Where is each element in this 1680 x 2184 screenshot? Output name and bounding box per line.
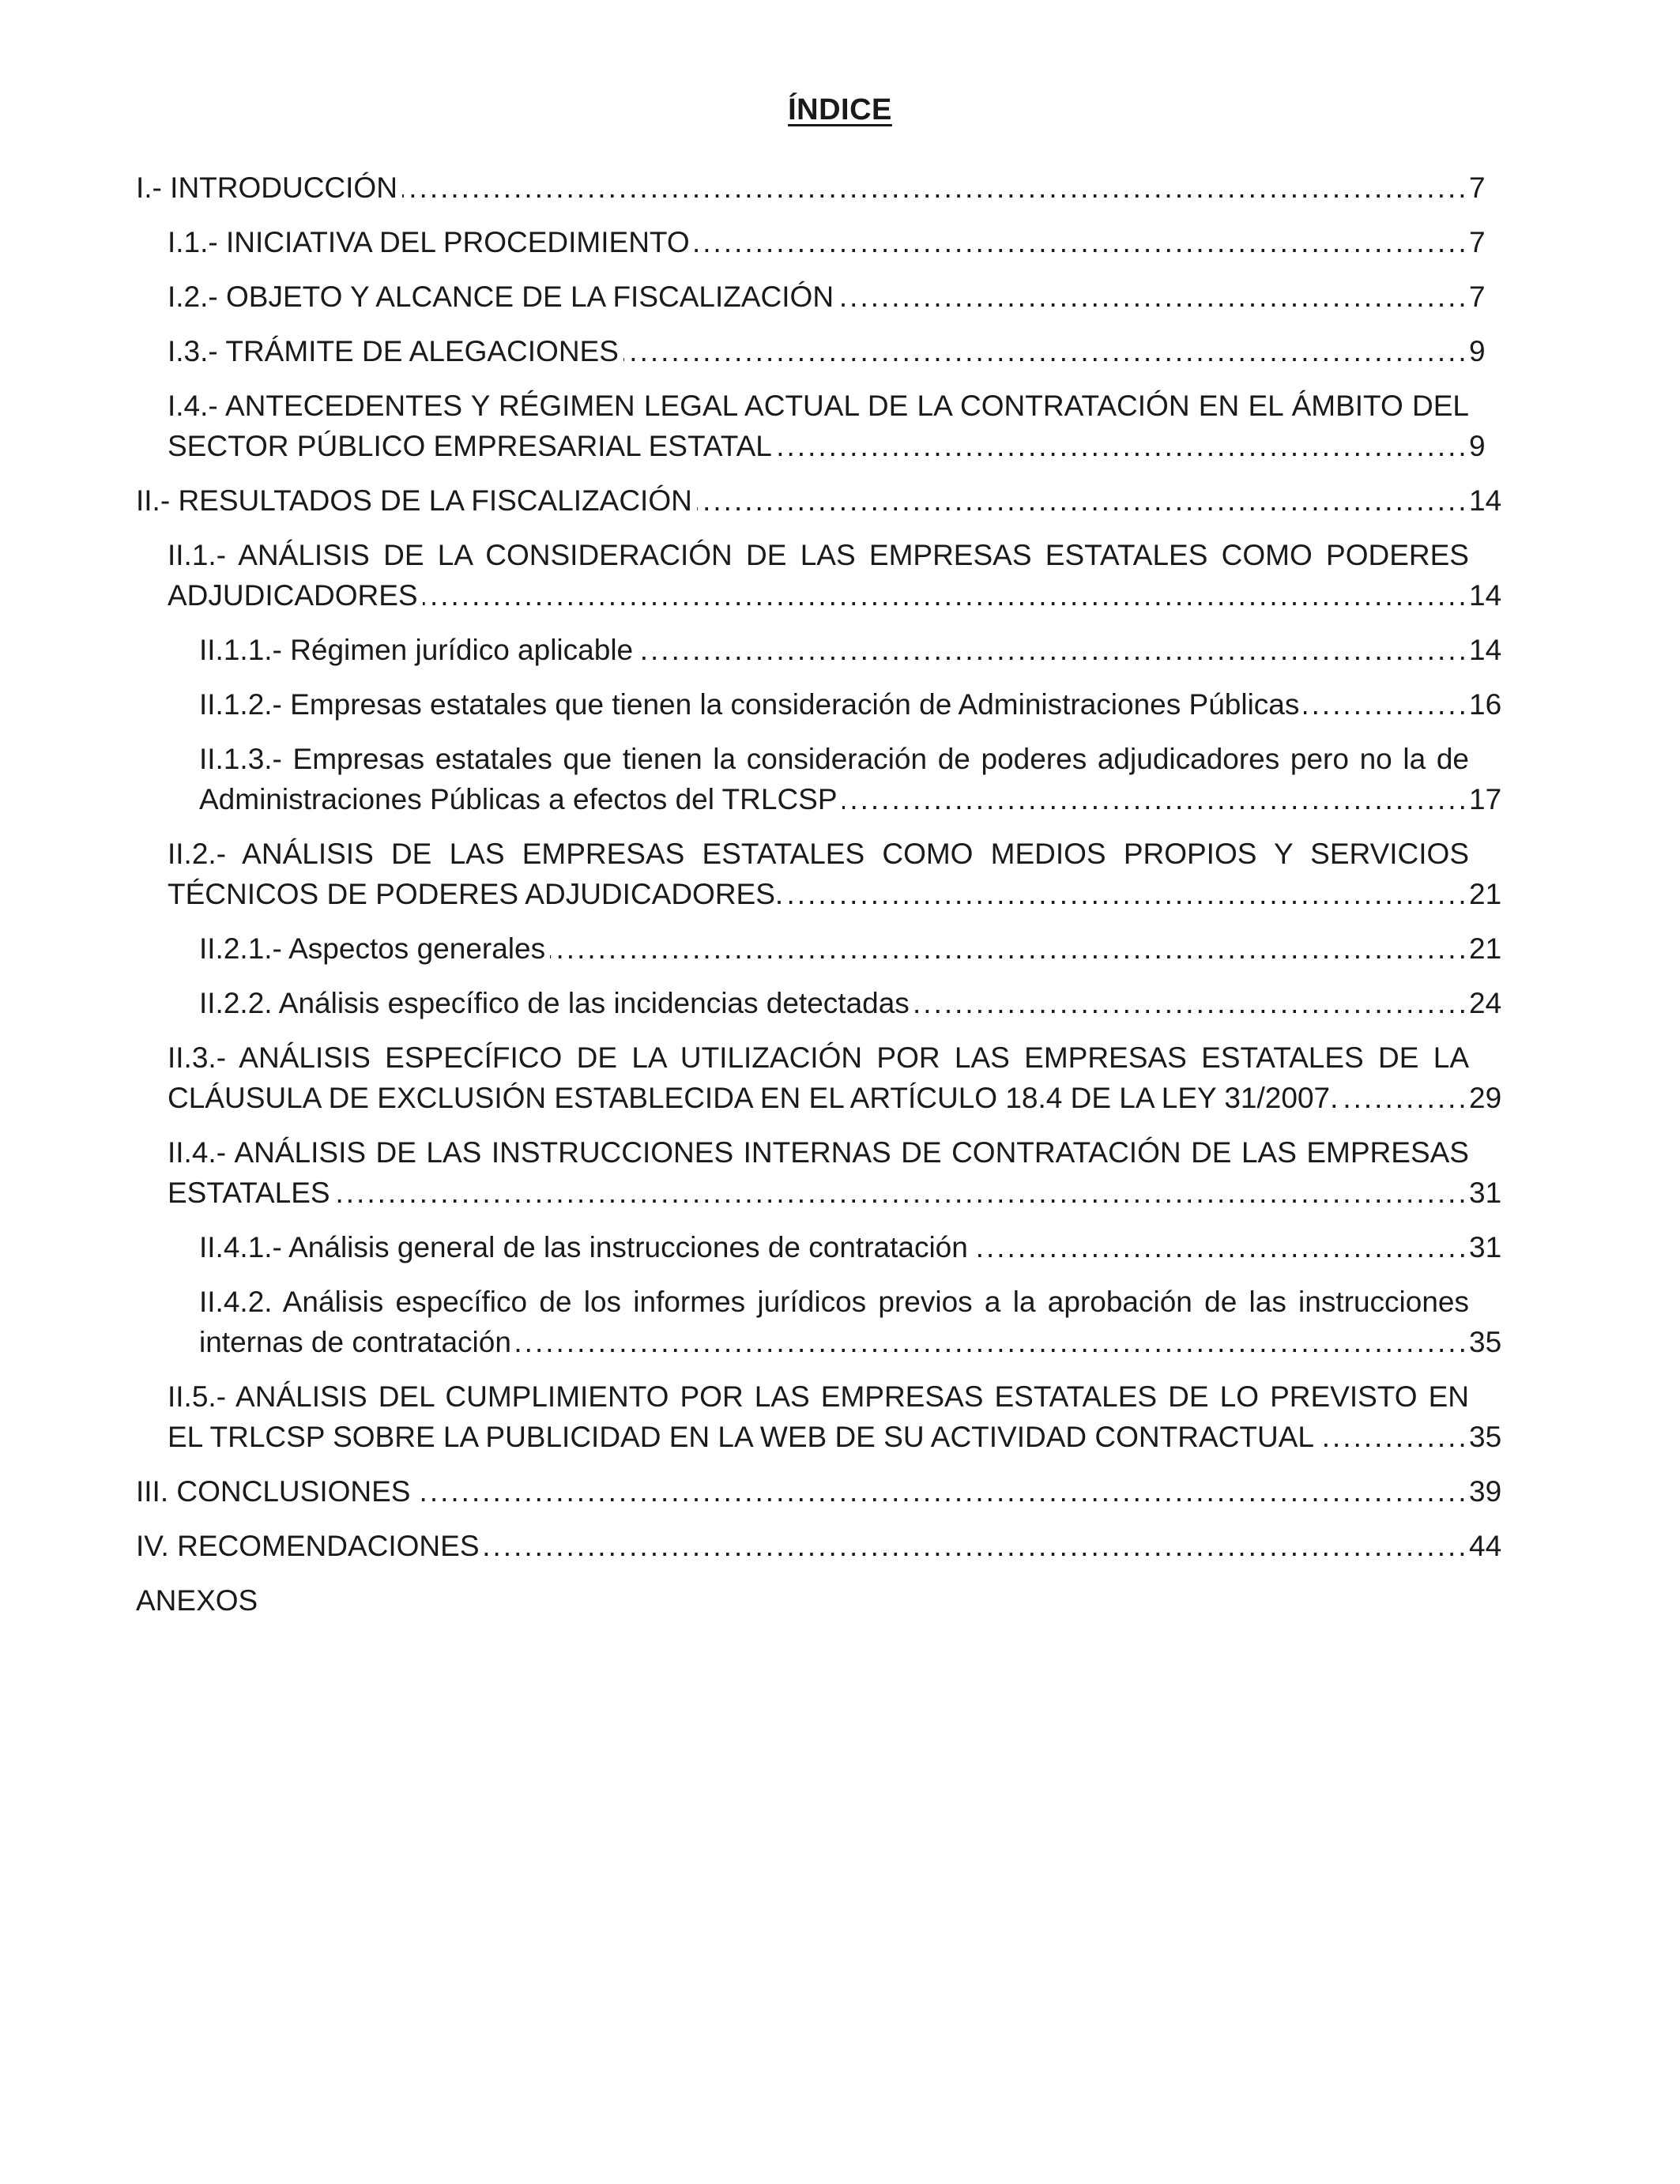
toc-entry[interactable] [136, 1526, 1531, 1566]
toc-entry-title: III. CONCLUSIONES [136, 1475, 415, 1508]
toc-entry-page-number: 14 [1469, 575, 1531, 616]
toc-entry[interactable] [168, 1132, 1531, 1213]
toc-entry-page-number: 35 [1469, 1322, 1531, 1362]
toc-entry-title: II.1.3.- Empresas estatales que tienen la consideración de poderes adjudicadores pero no la de Administraciones Públicas a efectos del TRLCSP [199, 743, 1469, 815]
page-title: ÍNDICE [788, 93, 892, 126]
toc-entry[interactable] [136, 168, 1531, 208]
toc-entry-title: I.3.- TRÁMITE DE ALEGACIONES [168, 335, 623, 367]
toc-entry[interactable] [199, 630, 1531, 670]
toc-entry-page-number: 16 [1469, 684, 1531, 725]
dot-leader [168, 1173, 1469, 1213]
toc-entry-page-number: 17 [1469, 779, 1531, 819]
toc-entry-title: II.5.- ANÁLISIS DEL CUMPLIMIENTO POR LAS EMPRESAS ESTATALES DE LO PREVISTO EN EL TRLCSP SOBRE LA PUBLICIDAD EN LA WEB DE SU ACTIVIDAD CONTRACTUAL [168, 1380, 1469, 1453]
toc-entry[interactable] [136, 1471, 1531, 1512]
toc-entry-page-number: 35 [1469, 1417, 1531, 1457]
toc-entry[interactable] [168, 1037, 1531, 1118]
toc-entry[interactable] [168, 222, 1531, 262]
toc-entry-page-number: 31 [1469, 1173, 1531, 1213]
toc-entry-title: II.3.- ANÁLISIS ESPECÍFICO DE LA UTILIZACIÓN POR LAS EMPRESAS ESTATALES DE LA CLÁUSULA DE EXCLUSIÓN ESTABLECIDA EN EL ARTÍCULO 18.4 DE LA LEY 31/2007. [168, 1041, 1469, 1114]
toc-entry[interactable] [199, 684, 1531, 725]
toc-entry-title: II.2.- ANÁLISIS DE LAS EMPRESAS ESTATALES COMO MEDIOS PROPIOS Y SERVICIOS TÉCNICOS DE PODERES ADJUDICADORES. [168, 838, 1469, 910]
toc-entry-page-number: 14 [1469, 630, 1531, 670]
toc-entry-title: II.2.2. Análisis específico de las incidencias detectadas [199, 987, 914, 1019]
toc-entry-page-number: 21 [1469, 928, 1531, 969]
toc-entry[interactable] [136, 480, 1531, 521]
toc-entry[interactable] [199, 983, 1531, 1023]
toc-entry-title: II.2.1.- Aspectos generales [199, 932, 550, 965]
toc-entry[interactable] [199, 1227, 1531, 1267]
toc-entry-page-number: 21 [1469, 874, 1531, 914]
toc-entry-title: II.1.2.- Empresas estatales que tienen la consideración de Administraciones Públicas [199, 688, 1304, 721]
toc-entry[interactable] [199, 928, 1531, 969]
toc-entry-title: ANEXOS [136, 1584, 262, 1617]
toc-entry-title: I.- INTRODUCCIÓN [136, 171, 402, 204]
toc-entry-title: II.4.- ANÁLISIS DE LAS INSTRUCCIONES INTERNAS DE CONTRATACIÓN DE LAS EMPRESAS ESTATALES [168, 1136, 1469, 1209]
toc-entry[interactable] [168, 386, 1531, 466]
toc-entry-title: I.1.- INICIATIVA DEL PROCEDIMIENTO [168, 226, 695, 258]
toc-entry-page-number: 7 [1469, 222, 1531, 262]
toc-entry-page-number: 39 [1469, 1471, 1531, 1512]
toc-entry-title: II.1.- ANÁLISIS DE LA CONSIDERACIÓN DE LAS EMPRESAS ESTATALES COMO PODERES ADJUDICADORES [168, 539, 1469, 612]
toc-entry-title: II.1.1.- Régimen jurídico aplicable [199, 634, 638, 666]
toc-entry-page-number: 9 [1469, 426, 1531, 466]
table-of-contents [136, 168, 1531, 1635]
toc-entry[interactable] [168, 535, 1531, 616]
toc-entry[interactable] [136, 1580, 1531, 1621]
toc-entry-page-number: 29 [1469, 1078, 1531, 1118]
toc-entry-page-number: 14 [1469, 480, 1531, 521]
toc-entry-page-number: 24 [1469, 983, 1531, 1023]
toc-entry[interactable] [168, 1376, 1531, 1457]
toc-entry-page-number: 31 [1469, 1227, 1531, 1267]
toc-entry-title: I.2.- OBJETO Y ALCANCE DE LA FISCALIZACIÓN [168, 281, 838, 313]
toc-entry-title: IV. RECOMENDACIONES [136, 1530, 484, 1562]
toc-entry[interactable] [168, 277, 1531, 317]
toc-entry-title: II.4.1.- Análisis general de las instrucciones de contratación [199, 1231, 973, 1263]
toc-entry-title: II.- RESULTADOS DE LA FISCALIZACIÓN [136, 484, 697, 517]
toc-entry[interactable] [199, 1282, 1531, 1362]
toc-entry-title: II.4.2. Análisis específico de los informes jurídicos previos a la aprobación de las instrucciones internas de contratación [199, 1286, 1469, 1358]
toc-entry-page-number: 9 [1469, 331, 1531, 371]
toc-entry[interactable] [168, 834, 1531, 914]
toc-entry-title: I.4.- ANTECEDENTES Y RÉGIMEN LEGAL ACTUAL DE LA CONTRATACIÓN EN EL ÁMBITO DEL SECTOR PÚBLICO EMPRESARIAL ESTATAL [168, 390, 1469, 462]
toc-entry-page-number: 7 [1469, 168, 1531, 208]
toc-entry[interactable] [168, 331, 1531, 371]
toc-entry-page-number: 44 [1469, 1526, 1531, 1566]
toc-entry[interactable] [199, 739, 1531, 819]
toc-entry-page-number: 7 [1469, 277, 1531, 317]
